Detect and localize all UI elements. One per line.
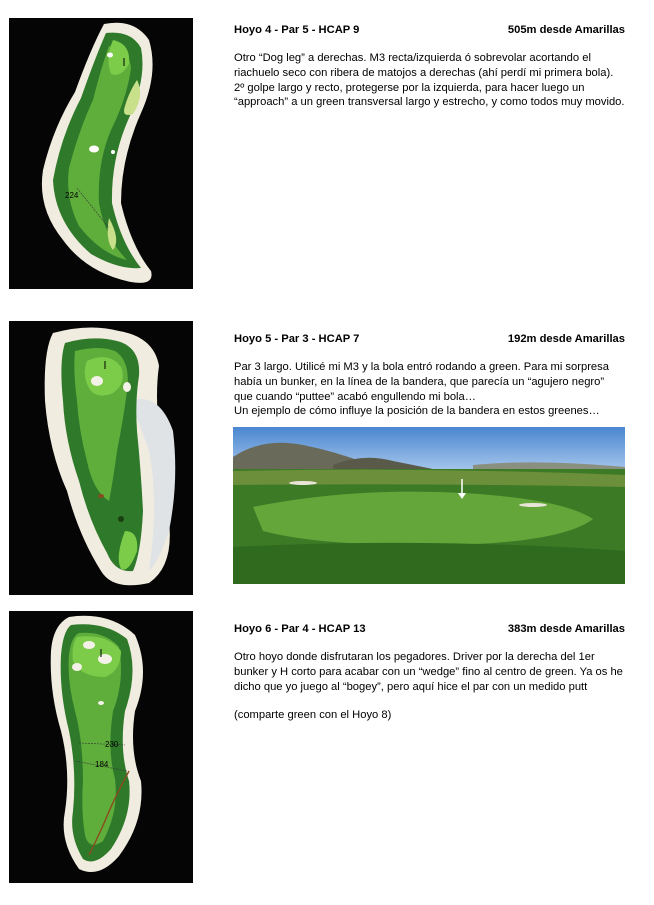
hole-6-info <box>234 622 625 723</box>
hole-6-map-label-1: 230 <box>105 740 119 749</box>
hole-6-title: Hoyo 6 - Par 4 - HCAP 13 <box>234 623 366 635</box>
hole-5-title: Hoyo 5 - Par 3 - HCAP 7 <box>234 333 360 345</box>
hole-4-info <box>234 23 625 110</box>
hole-4-map-label: 224 <box>65 191 79 200</box>
hole-5-header <box>234 332 625 346</box>
hole-6-description: Otro hoyo donde disfrutaran los pegadores. Driver por la derecha del 1er bunker y H corto para acabar con un “wedge” fino al centro de green. Ya os he dicho que yo juego al “bogey”, pero aquí hice el par con un medido putt <box>234 651 623 693</box>
hole-4-description: Otro “Dog leg” a derechas. M3 recta/izquierda ó sobrevolar acortando el riachuelo seco con ribera de matojos a derechas (ahí perdí mi primera bola). 2º golpe largo y recto, protegerse por la izquierda, para hacer luego un “approach” a un green transversal largo y estrecho, y como todos muy movido. <box>234 52 625 109</box>
hole-5-distance: 192m desde Amarillas <box>507 333 625 345</box>
hole-5-description-2: Un ejemplo de cómo influye la posición de la bandera en estos greenes… <box>234 405 600 418</box>
hole-6-note: (comparte green con el Hoyo 8) <box>234 709 392 722</box>
hole-5-description: Par 3 largo. Utilicé mi M3 y la bola entró rodando a green. Para mi sorpresa había un bunker, en la línea de la bandera, que parecía un “agujero negro” que cuando “puttee” acabó engullendo mi bola… Un ejemplo de cómo influye la posición de la bandera en estos greenes… <box>234 360 625 419</box>
hole-4-header <box>234 23 625 37</box>
hole-6-header <box>234 622 625 636</box>
hole-4-distance: 505m desde Amarillas <box>507 24 625 36</box>
hole-4-title: Hoyo 4 - Par 5 - HCAP 9 <box>234 24 360 36</box>
hole-5-map <box>9 321 193 595</box>
hole-5-info <box>234 332 625 419</box>
hole-6-map-label-2: 184 <box>95 760 109 769</box>
hole-6-map <box>9 611 193 883</box>
hole-6-distance: 383m desde Amarillas <box>507 623 625 635</box>
hole-5-green-photo <box>233 427 625 584</box>
hole-4-map <box>9 18 193 289</box>
